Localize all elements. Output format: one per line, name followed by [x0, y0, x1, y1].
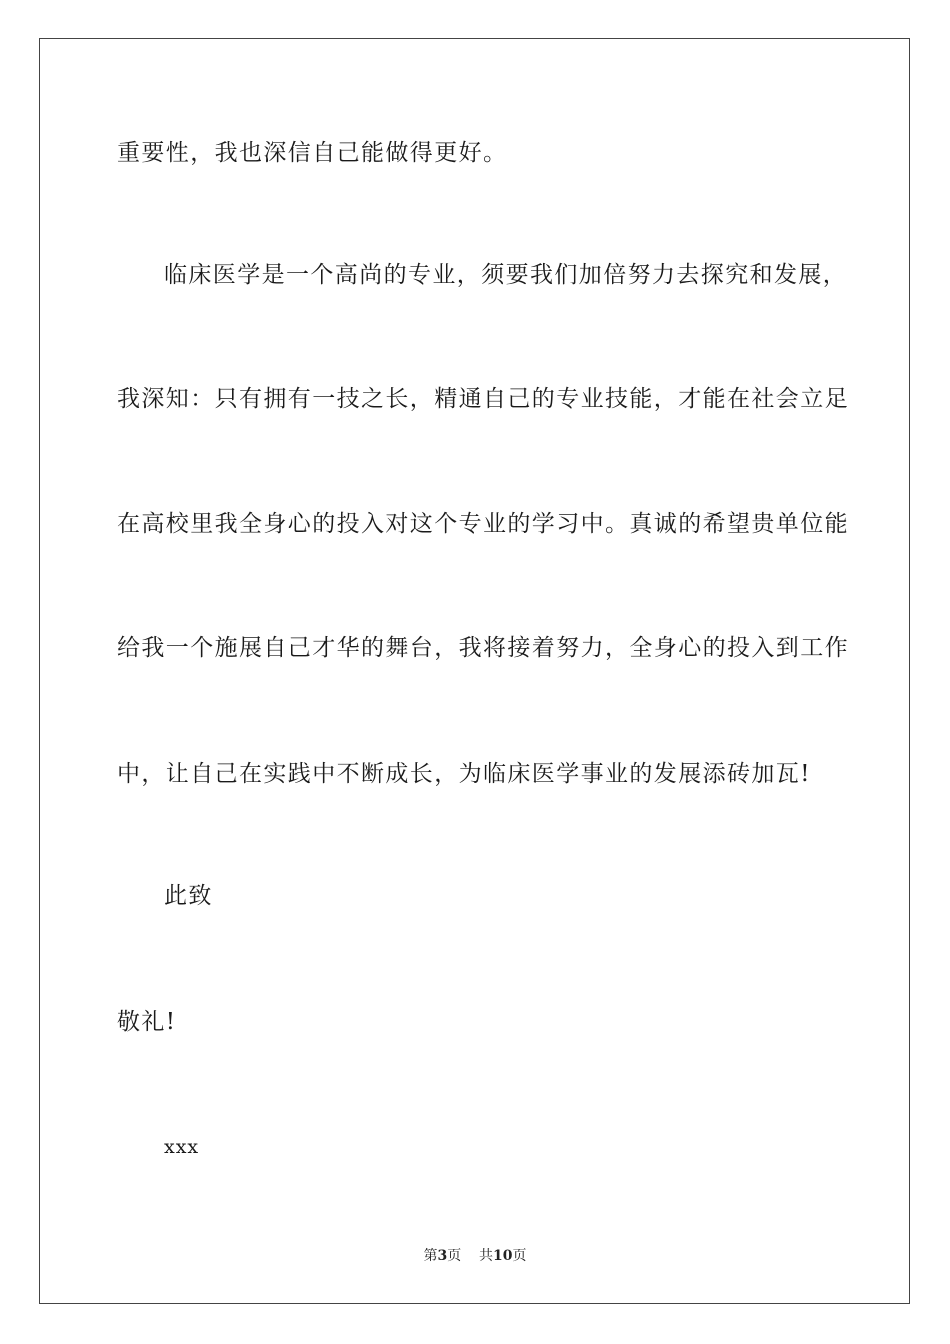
footer-total-suffix: 页	[512, 1248, 527, 1264]
signature: xxx	[164, 1136, 200, 1158]
body-line-2: 临床医学是一个高尚的专业，须要我们加倍努力去探究和发展，	[164, 262, 848, 288]
footer-page-number: 3	[437, 1248, 448, 1264]
body-line-5: 给我一个施展自己才华的舞台，我将接着努力，全身心的投入到工作	[117, 635, 849, 661]
body-line-4: 在高校里我全身心的投入对这个专业的学习中。真诚的希望贵单位能	[117, 511, 849, 537]
closing-line: 此致	[164, 883, 213, 909]
body-line-3: 我深知：只有拥有一技之长，精通自己的专业技能，才能在社会立足	[117, 386, 849, 412]
footer-total-number: 10	[493, 1248, 513, 1264]
footer-page-suffix: 页	[447, 1248, 462, 1264]
footer-page-prefix: 第	[423, 1248, 438, 1264]
footer-total-prefix: 共	[479, 1248, 494, 1264]
page-border	[39, 38, 910, 1304]
body-line-1: 重要性，我也深信自己能做得更好。	[117, 140, 508, 166]
page-footer	[0, 1247, 950, 1265]
body-line-6: 中，让自己在实践中不断成长，为临床医学事业的发展添砖加瓦!	[117, 761, 811, 787]
salute-line: 敬礼!	[117, 1009, 177, 1035]
